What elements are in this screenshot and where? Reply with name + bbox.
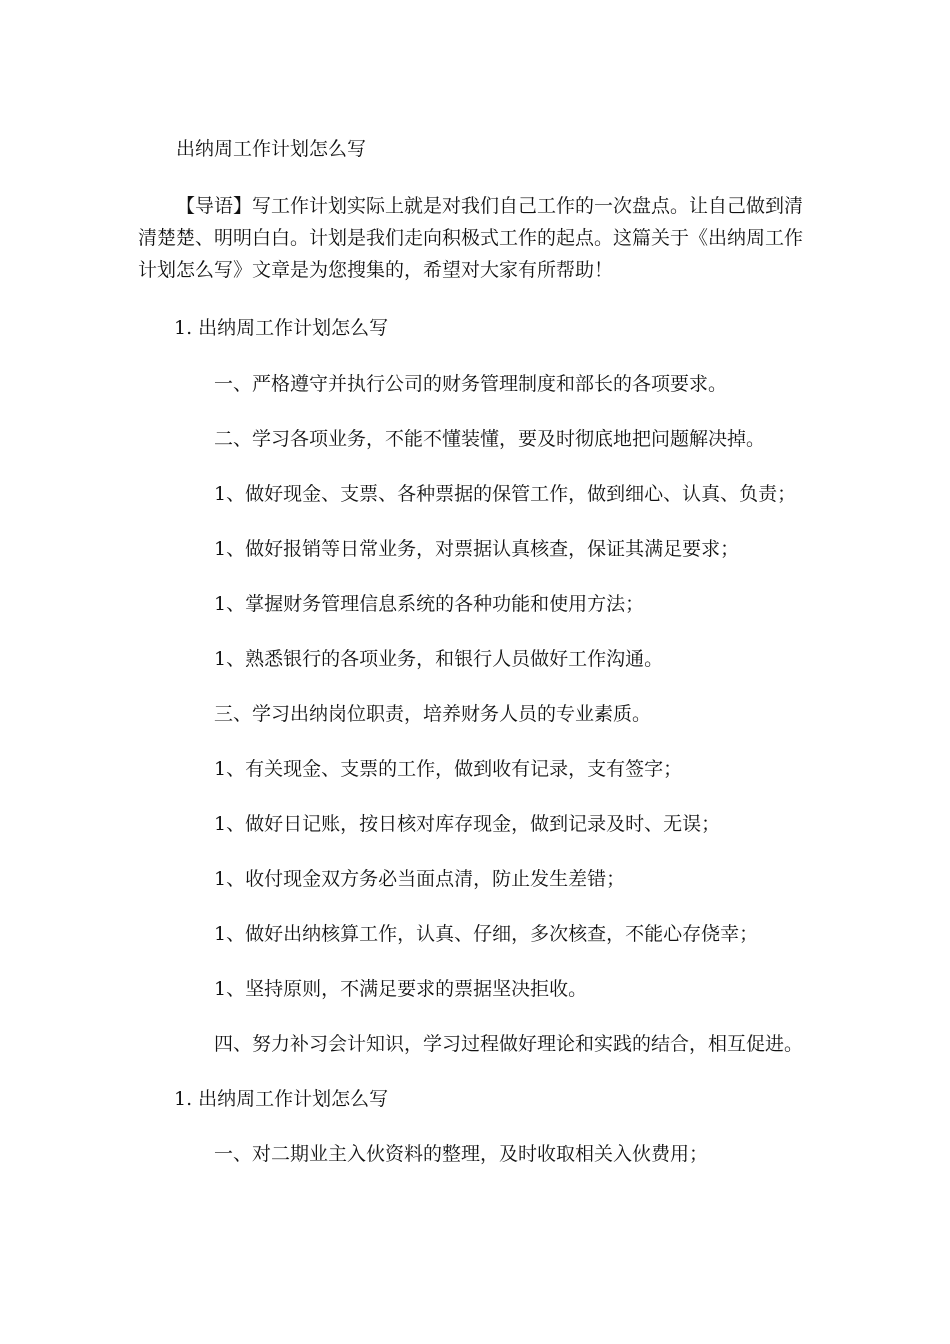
list-item: 一、严格遵守并执行公司的财务管理制度和部长的各项要求。 (214, 373, 728, 395)
list-item: 1、做好现金、支票、各种票据的保管工作，做到细心、认真、负责； (214, 483, 797, 505)
list-item: 1、收付现金双方务必当面点清，防止发生差错； (214, 868, 626, 890)
section-heading-2: 1. 出纳周工作计划怎么写 (174, 1088, 389, 1110)
list-item: 1、做好报销等日常业务，对票据认真核查，保证其满足要求； (214, 538, 740, 560)
list-item: 一、对二期业主入伙资料的整理，及时收取相关入伙费用； (214, 1143, 709, 1165)
list-item: 三、学习出纳岗位职责，培养财务人员的专业素质。 (214, 703, 652, 725)
list-item: 1、做好出纳核算工作，认真、仔细，多次核查，不能心存侥幸； (214, 923, 759, 945)
list-item: 1、熟悉银行的各项业务，和银行人员做好工作沟通。 (214, 648, 664, 670)
section-heading-1: 1. 出纳周工作计划怎么写 (174, 317, 389, 339)
intro-paragraph: 【导语】写工作计划实际上就是对我们自己工作的一次盘点。让自己做到清清楚楚、明明白白。计划是我们走向积极式工作的起点。这篇关于《出纳周工作计划怎么写》文章是为您搜集的，希望对大家有所帮助！ (138, 195, 804, 281)
list-item: 1、掌握财务管理信息系统的各种功能和使用方法； (214, 593, 645, 615)
document-title: 出纳周工作计划怎么写 (176, 138, 367, 160)
list-item: 二、学习各项业务，不能不懂装懂，要及时彻底地把问题解决掉。 (214, 428, 766, 450)
list-item: 1、做好日记账，按日核对库存现金，做到记录及时、无误； (214, 813, 721, 835)
list-item: 1、坚持原则，不满足要求的票据坚决拒收。 (214, 978, 588, 1000)
list-item: 1、有关现金、支票的工作，做到收有记录，支有签字； (214, 758, 683, 780)
list-item: 四、努力补习会计知识，学习过程做好理论和实践的结合，相互促进。 (214, 1033, 804, 1055)
